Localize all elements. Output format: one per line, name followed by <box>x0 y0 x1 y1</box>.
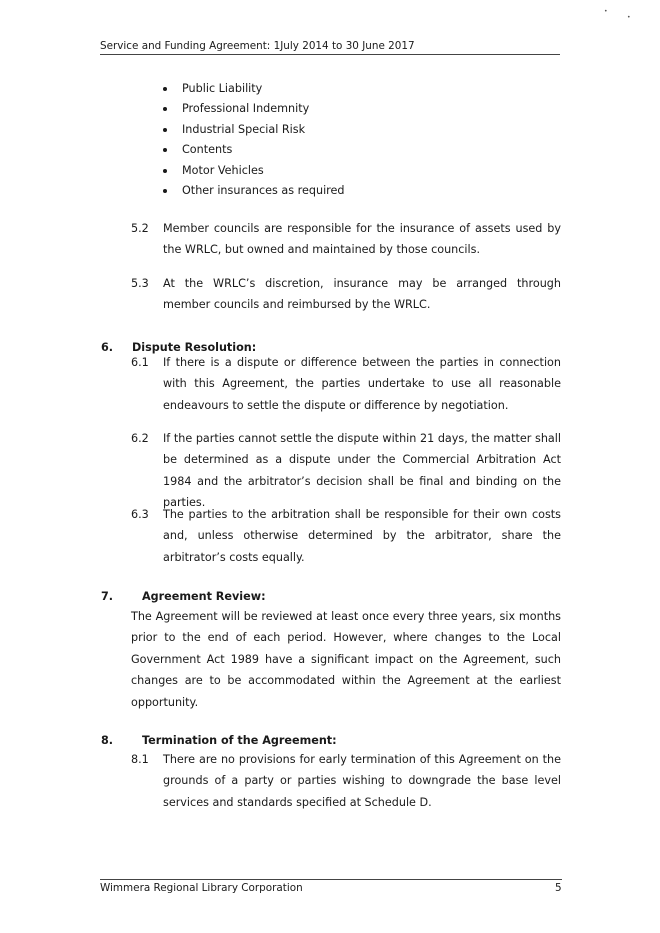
clause-text: Member councils are responsible for the insurance of assets used by the WRLC, but owned and maintained by those councils. <box>163 222 561 257</box>
list-item: Professional Indemnity <box>162 101 345 121</box>
clause-number: 5.3 <box>131 277 149 290</box>
list-item: Public Liability <box>162 81 345 101</box>
clause-number: 6.1 <box>131 356 149 369</box>
clause-text: If there is a dispute or difference between the parties in connection with this Agreement, the parties undertake to use all reasonable endeavours to settle the dispute or difference by negotiation. <box>163 356 561 412</box>
page-number: 5 <box>555 882 562 894</box>
section-number: 6. <box>101 341 114 354</box>
clause-text: The parties to the arbitration shall be responsible for their own costs and, unless otherwise determined by the arbitrator, share the arbitrator’s costs equally. <box>163 508 561 564</box>
scan-speck: • <box>627 14 631 21</box>
page-header: Service and Funding Agreement: 1July 2014 to 30 June 2017 <box>100 40 560 55</box>
section-text: The Agreement will be reviewed at least once every three years, six months prior to the end of each period. However, where changes to the Local Government Act 1989 have a significant impact on the Agreement, such changes are to be accommodated within the Agreement at the earliest opportunity. <box>131 610 561 709</box>
clause-number: 5.2 <box>131 222 149 235</box>
clause-text: If the parties cannot settle the dispute within 21 days, the matter shall be determined as a dispute under the Commercial Arbitration Act 1984 and the arbitrator’s decision shall be final and binding on the parties. <box>163 432 561 510</box>
list-item: Other insurances as required <box>162 183 345 203</box>
section-heading: Termination of the Agreement: <box>142 734 337 747</box>
clause-number: 6.3 <box>131 508 149 521</box>
clause-text: There are no provisions for early termination of this Agreement on the grounds of a party or parties wishing to downgrade the base level services and standards specified at Schedule D. <box>163 753 561 809</box>
section-heading: Dispute Resolution: <box>132 341 257 354</box>
section-number: 7. <box>101 590 114 603</box>
footer-rule <box>100 879 562 880</box>
scan-speck: • <box>604 8 608 15</box>
clause-number: 6.2 <box>131 432 149 445</box>
list-item: Contents <box>162 142 345 162</box>
clause-number: 8.1 <box>131 753 149 766</box>
footer-organization: Wimmera Regional Library Corporation <box>100 882 303 894</box>
section-heading: Agreement Review: <box>142 590 266 603</box>
section-number: 8. <box>101 734 114 747</box>
list-item: Motor Vehicles <box>162 163 345 183</box>
insurance-list <box>162 81 345 203</box>
clause-text: At the WRLC’s discretion, insurance may be arranged through member councils and reimbursed by the WRLC. <box>163 277 561 312</box>
list-item: Industrial Special Risk <box>162 122 345 142</box>
